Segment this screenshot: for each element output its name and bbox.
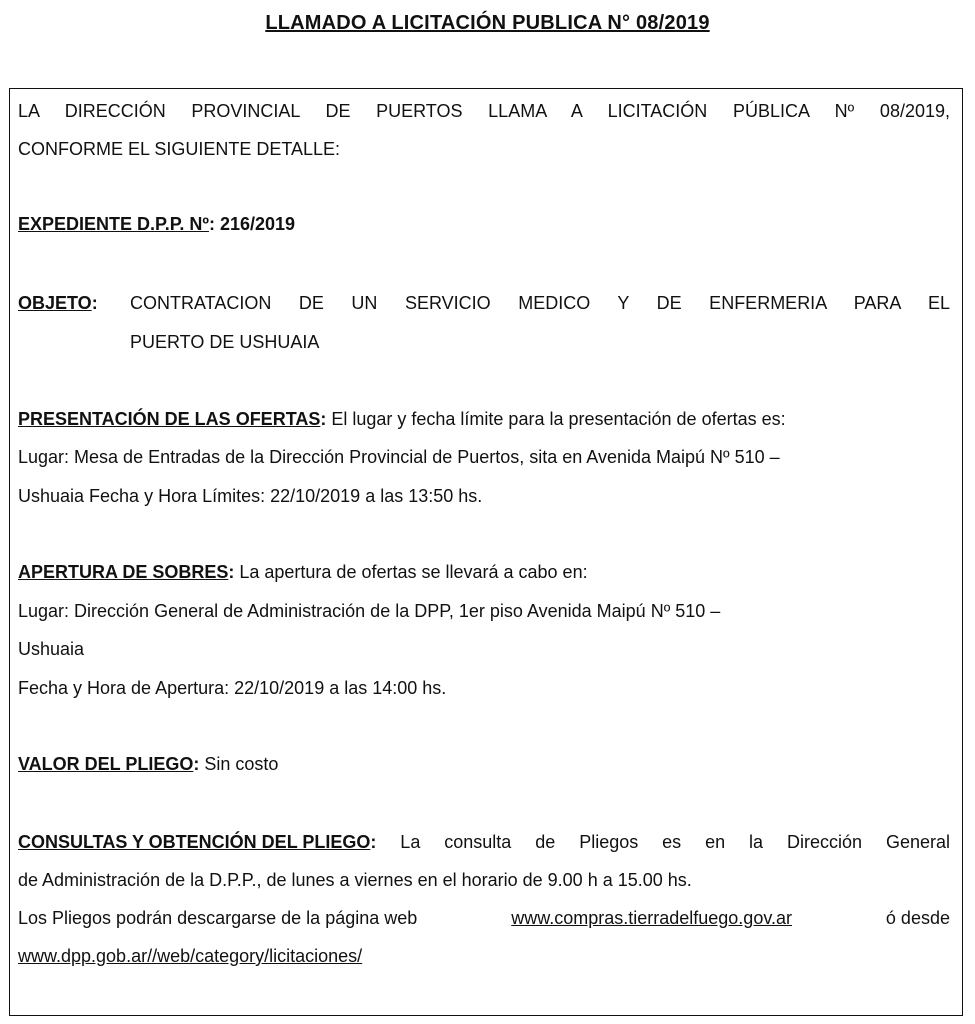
presentacion-line-1: El lugar y fecha límite para la presentación de ofertas es: xyxy=(326,409,786,429)
consultas-label: CONSULTAS Y OBTENCIÓN DEL PLIEGO xyxy=(18,832,371,852)
valor-sep: : xyxy=(193,754,200,774)
consultas-line-1: La consulta de Pliegos es en la Dirección General xyxy=(376,832,950,852)
compras-link[interactable]: www.compras.tierradelfuego.gov.ar xyxy=(511,908,792,928)
expediente-label: EXPEDIENTE D.P.P. Nº xyxy=(18,214,209,234)
objeto-label: OBJETO xyxy=(18,293,92,313)
objeto xyxy=(18,292,950,314)
consultas xyxy=(18,831,950,853)
apertura-line-1: La apertura de ofertas se llevará a cabo en: xyxy=(234,562,588,582)
apertura xyxy=(18,561,588,583)
dpp-link[interactable]: www.dpp.gob.ar//web/category/licitaciones/ xyxy=(18,946,363,966)
apertura-label: APERTURA DE SOBRES xyxy=(18,562,229,582)
consultas-line-4 xyxy=(18,945,362,967)
valor xyxy=(18,753,278,775)
presentacion-line-3: Ushuaia Fecha y Hora Límites: 22/10/2019 a las 13:50 hs. xyxy=(18,486,483,506)
presentacion-line-2: Lugar: Mesa de Entradas de la Dirección Provincial de Puertos, sita en Avenida Maipú Nº 510 – xyxy=(18,447,780,467)
presentacion xyxy=(18,408,786,430)
consultas-line-3 xyxy=(18,907,950,929)
expediente-value: : 216/2019 xyxy=(208,214,296,234)
consultas-line-3-pre: Los Pliegos podrán descargarse de la página web xyxy=(18,908,418,928)
presentacion-sep: : xyxy=(320,409,327,429)
apertura-line-3: Ushuaia xyxy=(18,639,85,659)
valor-value: Sin costo xyxy=(199,754,279,774)
consultas-line-2: de Administración de la D.P.P., de lunes a viernes en el horario de 9.00 h a 15.00 hs. xyxy=(18,870,692,890)
objeto-line-2: PUERTO DE USHUAIA xyxy=(130,332,320,352)
objeto-line-1: CONTRATACION DE UN SERVICIO MEDICO Y DE ENFERMERIA PARA EL xyxy=(130,293,950,313)
valor-label: VALOR DEL PLIEGO xyxy=(18,754,194,774)
expediente xyxy=(18,213,295,235)
document-title: LLAMADO A LICITACIÓN PUBLICA N° 08/2019 xyxy=(265,12,710,34)
consultas-line-3-post: ó desde xyxy=(885,908,950,928)
objeto-sep: : xyxy=(91,293,98,313)
apertura-line-4: Fecha y Hora de Apertura: 22/10/2019 a las 14:00 hs. xyxy=(18,678,447,698)
presentacion-label: PRESENTACIÓN DE LAS OFERTAS xyxy=(18,409,321,429)
apertura-line-2: Lugar: Dirección General de Administración de la DPP, 1er piso Avenida Maipú Nº 510 – xyxy=(18,601,721,621)
apertura-sep: : xyxy=(228,562,235,582)
consultas-sep: : xyxy=(370,832,377,852)
intro-line-2: CONFORME EL SIGUIENTE DETALLE: xyxy=(18,139,341,159)
intro-line-1: LA DIRECCIÓN PROVINCIAL DE PUERTOS LLAMA A LICITACIÓN PÚBLICA Nº 08/2019, xyxy=(18,101,950,121)
